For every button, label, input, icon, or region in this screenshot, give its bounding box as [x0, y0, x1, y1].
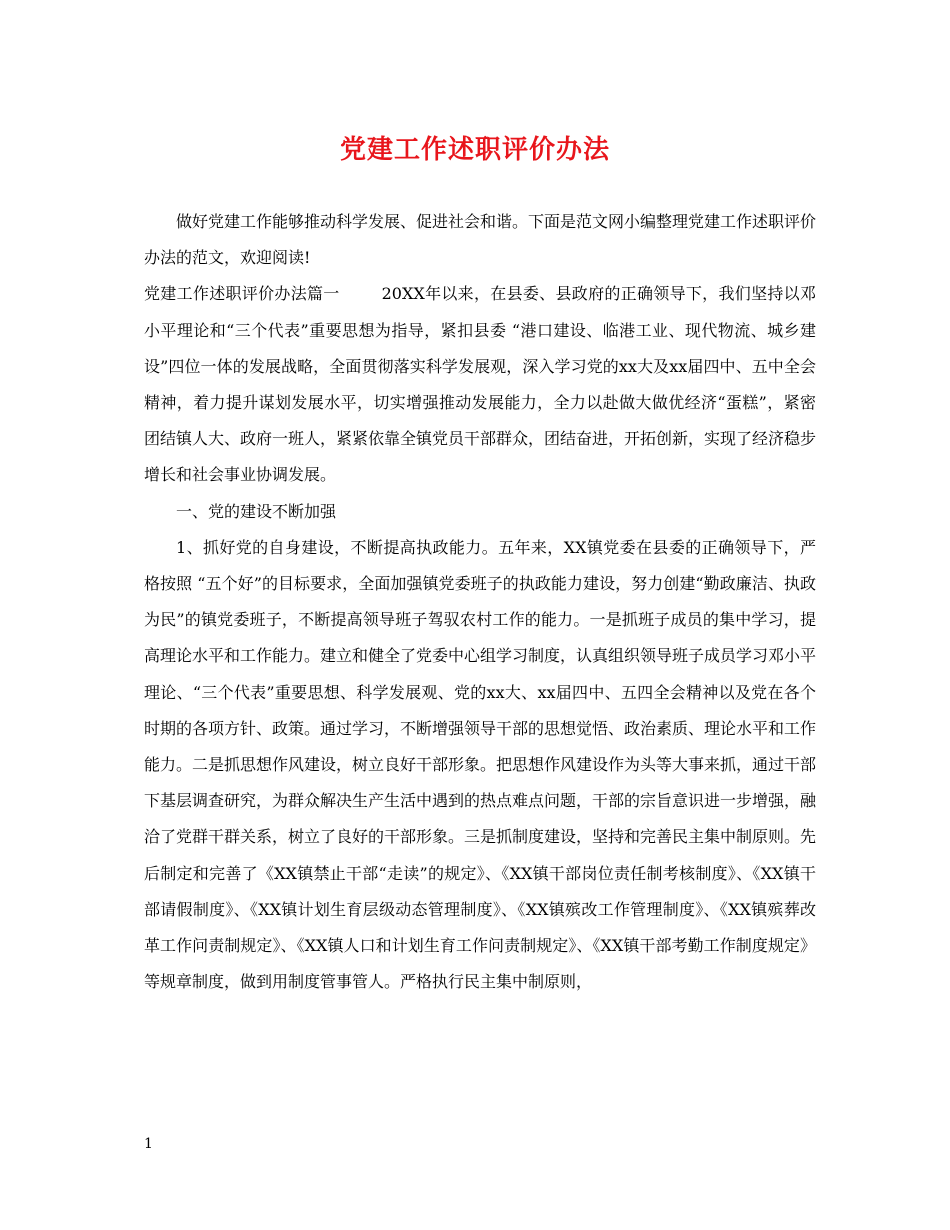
document-title: 党建工作述职评价办法 — [339, 135, 610, 165]
page-number: 1 — [144, 1136, 153, 1152]
section-heading-1: 一、党的建设不断加强 — [176, 501, 337, 521]
section-paragraph — [144, 276, 816, 493]
section-label: 党建工作述职评价办法篇一 — [144, 284, 340, 304]
section-text: 20XX年以来，在县委、县政府的正确领导下，我们坚持以邓小平理论和“三个代表”重要思想为指导，紧扣县委 “港口建设、临港工业、现代物流、城乡建设”四位一体的发展战略，全面贯彻落实科学发展观，深入学习党的xx大及xx届四中、五中全会精神，着力提升谋划发展水平，切实增强推动发展能力，全力以赴做大做优经济“蛋糕”，紧密团结镇人大、政府一班人，紧紧依靠全镇党员干部群众，团结奋进，开拓创新，实现了经济稳步增长和社会事业协调发展。 — [144, 284, 817, 485]
intro-paragraph: 做好党建工作能够推动科学发展、促进社会和谐。下面是范文网小编整理党建工作述职评价办法的范文，欢迎阅读! — [144, 212, 817, 268]
document-body — [144, 204, 816, 1000]
body-paragraph-1: 1、抓好党的自身建设，不断提高执政能力。五年来，XX镇党委在县委的正确领导下，严格按照 “五个好”的目标要求，全面加强镇党委班子的执政能力建设，努力创建“勤政廉洁、执政为民”的镇党委班子，不断提高领导班子驾驭农村工作的能力。一是抓班子成员的集中学习，提高理论水平和工作能力。建立和健全了党委中心组学习制度，认真组织领导班子成员学习邓小平理论、“三个代表”重要思想、科学发展观、党的xx大、xx届四中、五四全会精神以及党在各个时期的各项方针、政策。通过学习，不断增强领导干部的思想觉悟、政治素质、理论水平和工作能力。二是抓思想作风建设，树立良好干部形象。把思想作风建设作为头等大事来抓，通过干部下基层调查研究，为群众解决生产生活中遇到的热点难点问题，干部的宗旨意识进一步增强，融洽了党群干群关系，树立了良好的干部形象。三是抓制度建设，坚持和完善民主集中制原则。先后制定和完善了《XX镇禁止干部“走读”的规定》、《XX镇干部岗位责任制考核制度》、《XX镇干部请假制度》、《XX镇计划生育层级动态管理制度》、《XX镇殡改工作管理制度》、《XX镇殡葬改革工作问责制规定》、《XX镇人口和计划生育工作问责制规定》、《XX镇干部考勤工作制度规定》等规章制度，做到用制度管事管人。严格执行民主集中制原则， — [144, 537, 817, 992]
